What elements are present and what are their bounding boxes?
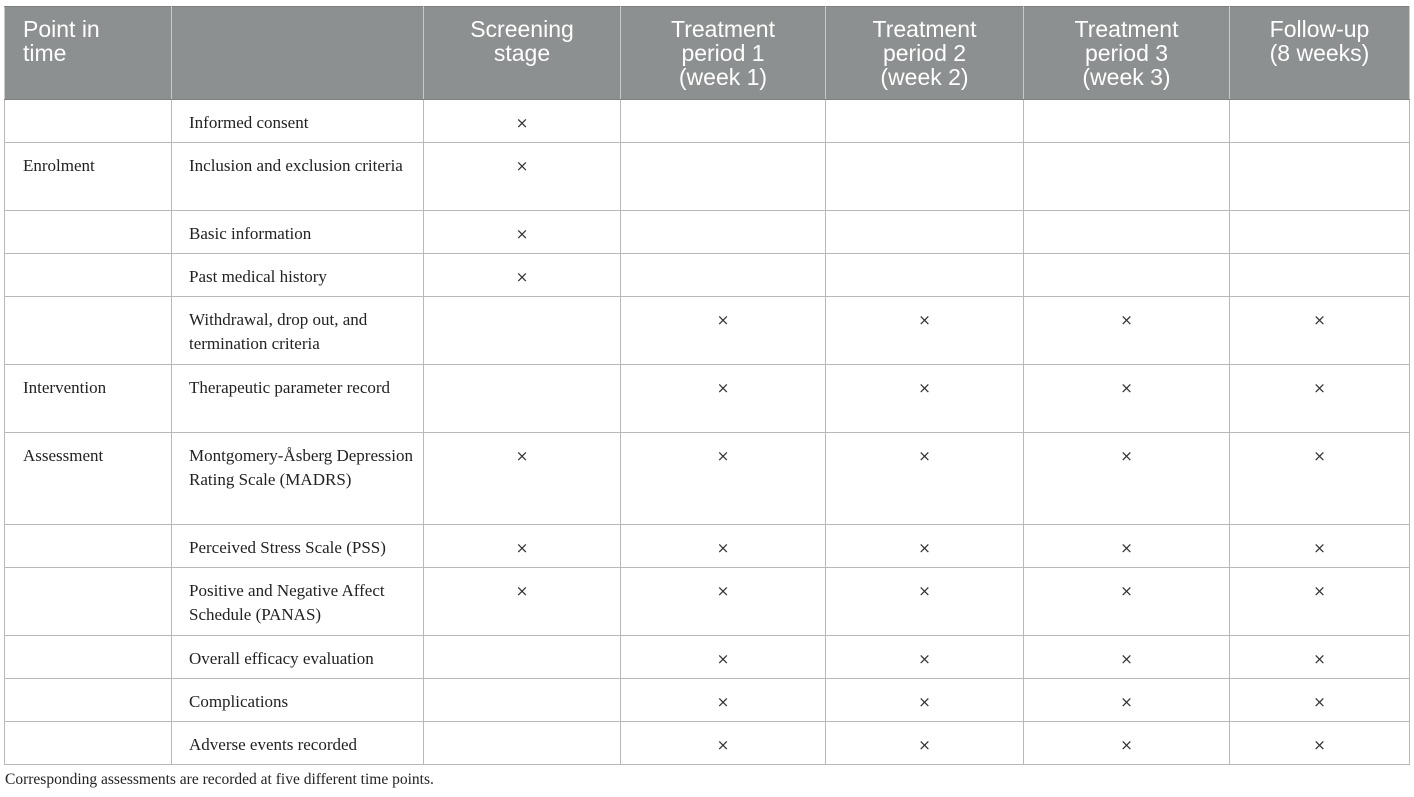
schedule-mark-cell <box>1024 568 1230 636</box>
check-mark-icon: × <box>1120 582 1133 600</box>
schedule-mark-cell <box>621 297 826 365</box>
schedule-mark-cell <box>826 211 1024 254</box>
point-in-time-cell <box>5 297 172 365</box>
schedule-mark-cell <box>826 143 1024 211</box>
point-in-time-cell: Intervention <box>5 365 172 433</box>
schedule-mark-cell <box>826 722 1024 765</box>
schedule-mark-cell <box>1024 100 1230 143</box>
table-row <box>5 143 1410 211</box>
check-mark-icon: × <box>1313 693 1326 711</box>
schedule-mark-cell <box>621 254 826 297</box>
check-mark-icon: × <box>716 582 730 600</box>
schedule-mark-cell <box>1230 211 1410 254</box>
table-row <box>5 636 1410 679</box>
check-mark-icon: × <box>515 114 529 132</box>
schedule-mark-cell <box>621 211 826 254</box>
check-mark-icon: × <box>918 650 931 668</box>
check-mark-icon: × <box>1313 311 1326 329</box>
table-row <box>5 100 1410 143</box>
schedule-mark-cell <box>1230 525 1410 568</box>
header-follow-up: Follow-up (8 weeks) <box>1230 7 1410 100</box>
table-row <box>5 568 1410 636</box>
header-screening-stage: Screening stage <box>424 7 621 100</box>
header-point-in-time: Point in time <box>5 7 172 100</box>
schedule-mark-cell <box>1230 679 1410 722</box>
table-header <box>5 7 1410 100</box>
activity-cell: Positive and Negative Affect Schedule (PANAS) <box>172 568 424 636</box>
schedule-mark-cell <box>621 100 826 143</box>
point-in-time-cell <box>5 679 172 722</box>
schedule-mark-cell <box>621 636 826 679</box>
schedule-table-container <box>4 6 1409 765</box>
header-row <box>5 7 1410 100</box>
activity-cell: Basic information <box>172 211 424 254</box>
check-mark-icon: × <box>918 447 931 465</box>
schedule-mark-cell <box>424 254 621 297</box>
schedule-mark-cell <box>1024 143 1230 211</box>
check-mark-icon: × <box>515 539 529 557</box>
schedule-mark-cell <box>826 636 1024 679</box>
schedule-mark-cell <box>826 679 1024 722</box>
schedule-mark-cell <box>424 211 621 254</box>
schedule-mark-cell <box>1230 365 1410 433</box>
schedule-mark-cell <box>1230 100 1410 143</box>
schedule-mark-cell <box>1024 679 1230 722</box>
check-mark-icon: × <box>1313 379 1326 397</box>
schedule-mark-cell <box>424 297 621 365</box>
point-in-time-cell <box>5 254 172 297</box>
schedule-mark-cell <box>424 365 621 433</box>
check-mark-icon: × <box>716 311 730 329</box>
check-mark-icon: × <box>918 311 931 329</box>
check-mark-icon: × <box>1313 650 1326 668</box>
schedule-mark-cell <box>826 568 1024 636</box>
check-mark-icon: × <box>1120 693 1133 711</box>
check-mark-icon: × <box>1313 539 1326 557</box>
table-row <box>5 722 1410 765</box>
schedule-mark-cell <box>424 636 621 679</box>
activity-cell: Informed consent <box>172 100 424 143</box>
schedule-mark-cell <box>1230 433 1410 525</box>
schedule-mark-cell <box>1024 433 1230 525</box>
check-mark-icon: × <box>1313 582 1326 600</box>
header-treatment-period-1: Treatment period 1 (week 1) <box>621 7 826 100</box>
table-row <box>5 211 1410 254</box>
check-mark-icon: × <box>716 736 730 754</box>
point-in-time-cell: Enrolment <box>5 143 172 211</box>
header-activity <box>172 7 424 100</box>
point-in-time-cell <box>5 100 172 143</box>
check-mark-icon: × <box>716 539 730 557</box>
schedule-mark-cell <box>1024 722 1230 765</box>
check-mark-icon: × <box>716 693 730 711</box>
schedule-mark-cell <box>621 568 826 636</box>
check-mark-icon: × <box>515 268 529 286</box>
activity-cell: Overall efficacy evaluation <box>172 636 424 679</box>
schedule-mark-cell <box>424 143 621 211</box>
check-mark-icon: × <box>716 379 730 397</box>
table-body <box>5 100 1410 765</box>
header-treatment-period-3: Treatment period 3 (week 3) <box>1024 7 1230 100</box>
table-row <box>5 525 1410 568</box>
check-mark-icon: × <box>1120 650 1133 668</box>
activity-cell: Withdrawal, drop out, and termination criteria <box>172 297 424 365</box>
check-mark-icon: × <box>515 157 529 175</box>
schedule-mark-cell <box>621 679 826 722</box>
schedule-mark-cell <box>1024 211 1230 254</box>
schedule-mark-cell <box>621 525 826 568</box>
point-in-time-cell <box>5 211 172 254</box>
header-treatment-period-2: Treatment period 2 (week 2) <box>826 7 1024 100</box>
table-row <box>5 365 1410 433</box>
check-mark-icon: × <box>1120 447 1133 465</box>
point-in-time-cell: Assessment <box>5 433 172 525</box>
check-mark-icon: × <box>1120 539 1133 557</box>
activity-cell: Adverse events recorded <box>172 722 424 765</box>
schedule-mark-cell <box>424 722 621 765</box>
point-in-time-cell <box>5 636 172 679</box>
schedule-mark-cell <box>1230 636 1410 679</box>
schedule-mark-cell <box>621 143 826 211</box>
schedule-mark-cell <box>621 365 826 433</box>
activity-cell: Perceived Stress Scale (PSS) <box>172 525 424 568</box>
schedule-mark-cell <box>826 100 1024 143</box>
schedule-mark-cell <box>1024 254 1230 297</box>
schedule-mark-cell <box>1024 636 1230 679</box>
schedule-mark-cell <box>826 433 1024 525</box>
check-mark-icon: × <box>918 379 931 397</box>
schedule-mark-cell <box>1024 525 1230 568</box>
check-mark-icon: × <box>918 539 931 557</box>
activity-cell: Montgomery-Åsberg Depression Rating Scale (MADRS) <box>172 433 424 525</box>
schedule-mark-cell <box>1230 568 1410 636</box>
check-mark-icon: × <box>515 225 529 243</box>
table-footnote: Corresponding assessments are recorded at five different time points. <box>5 771 434 788</box>
point-in-time-cell <box>5 525 172 568</box>
schedule-mark-cell <box>1230 722 1410 765</box>
check-mark-icon: × <box>1120 311 1133 329</box>
activity-cell: Past medical history <box>172 254 424 297</box>
check-mark-icon: × <box>1120 379 1133 397</box>
schedule-mark-cell <box>1230 143 1410 211</box>
schedule-mark-cell <box>424 568 621 636</box>
schedule-mark-cell <box>621 722 826 765</box>
table-row <box>5 679 1410 722</box>
check-mark-icon: × <box>515 582 529 600</box>
schedule-mark-cell <box>1024 297 1230 365</box>
check-mark-icon: × <box>918 736 931 754</box>
check-mark-icon: × <box>716 650 730 668</box>
check-mark-icon: × <box>1313 736 1326 754</box>
check-mark-icon: × <box>918 693 931 711</box>
schedule-mark-cell <box>826 297 1024 365</box>
activity-cell: Complications <box>172 679 424 722</box>
schedule-mark-cell <box>424 100 621 143</box>
schedule-mark-cell <box>826 254 1024 297</box>
schedule-mark-cell <box>621 433 826 525</box>
schedule-mark-cell <box>826 365 1024 433</box>
schedule-mark-cell <box>424 525 621 568</box>
schedule-mark-cell <box>1230 297 1410 365</box>
point-in-time-cell <box>5 722 172 765</box>
schedule-mark-cell <box>1230 254 1410 297</box>
schedule-table <box>4 6 1410 765</box>
check-mark-icon: × <box>1120 736 1133 754</box>
table-row <box>5 433 1410 525</box>
activity-cell: Inclusion and exclusion criteria <box>172 143 424 211</box>
check-mark-icon: × <box>918 582 931 600</box>
check-mark-icon: × <box>716 447 730 465</box>
check-mark-icon: × <box>1313 447 1326 465</box>
schedule-mark-cell <box>424 433 621 525</box>
check-mark-icon: × <box>515 447 529 465</box>
table-row <box>5 254 1410 297</box>
schedule-mark-cell <box>424 679 621 722</box>
activity-cell: Therapeutic parameter record <box>172 365 424 433</box>
table-row <box>5 297 1410 365</box>
schedule-mark-cell <box>1024 365 1230 433</box>
point-in-time-cell <box>5 568 172 636</box>
schedule-mark-cell <box>826 525 1024 568</box>
